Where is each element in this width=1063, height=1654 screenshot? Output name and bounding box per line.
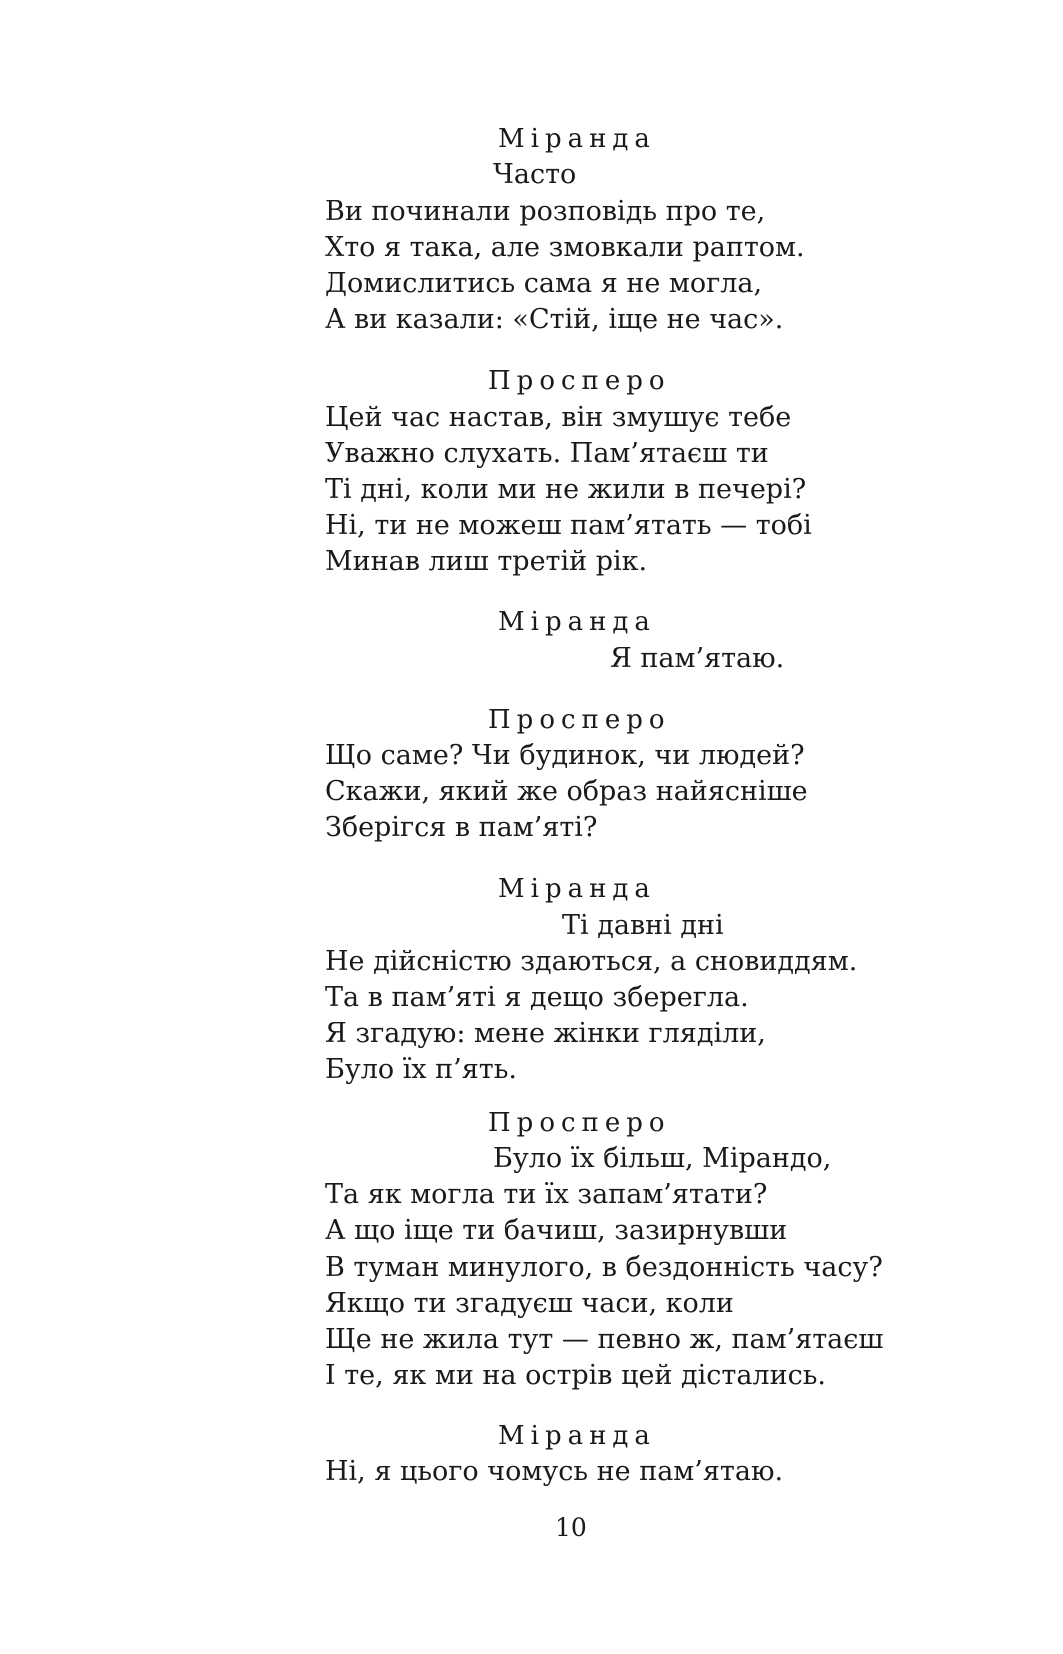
verse-line: Було їх більш, Мірандо,	[493, 1143, 832, 1174]
verse-line: Домислитись сама я не могла,	[325, 268, 763, 299]
verse-line: Скажи, який же образ найясніше	[325, 776, 808, 807]
verse-line: Хто я така, але змовкали раптом.	[325, 232, 805, 263]
speaker-name: Просперо	[488, 366, 671, 396]
verse-line: Ви починали розповідь про те,	[325, 196, 766, 227]
verse-line: А ви казали: «Стій, іще не час».	[325, 304, 784, 335]
speaker-name: Міранда	[498, 874, 656, 904]
verse-line: Уважно слухать. Пам’ятаєш ти	[325, 438, 769, 469]
verse-line: Я згадую: мене жінки гляділи,	[325, 1018, 766, 1049]
verse-line: А що іще ти бачиш, зазирнувши	[325, 1215, 788, 1246]
verse-line: Ще не жила тут — певно ж, пам’ятаєш	[325, 1324, 884, 1355]
verse-line: Було їх п’ять.	[325, 1054, 517, 1085]
verse-line: Та в пам’яті я дещо зберегла.	[325, 982, 749, 1013]
verse-line: Що саме? Чи будинок, чи людей?	[325, 740, 805, 771]
speaker-name: Просперо	[488, 705, 671, 735]
verse-line: Ні, я цього чомусь не пам’ятаю.	[325, 1456, 784, 1487]
verse-line: Минав лиш третій рік.	[325, 546, 648, 577]
verse-line: Якщо ти згадуєш часи, коли	[325, 1288, 734, 1319]
verse-line: Ті давні дні	[562, 910, 724, 941]
verse-line: Я пам’ятаю.	[610, 643, 785, 674]
verse-line: Цей час настав, він змушує тебе	[325, 402, 792, 433]
verse-line: Часто	[493, 159, 577, 190]
verse-line: Не дійсністю здаються, а сновиддям.	[325, 946, 858, 977]
speaker-name: Міранда	[498, 1421, 656, 1451]
speaker-name: Міранда	[498, 607, 656, 637]
speaker-name: Міранда	[498, 124, 656, 154]
speaker-name: Просперо	[488, 1108, 671, 1138]
page-number: 10	[555, 1513, 587, 1542]
verse-line: Та як могла ти їх запам’ятати?	[325, 1179, 768, 1210]
verse-line: І те, як ми на острів цей дістались.	[325, 1360, 826, 1391]
verse-line: Ті дні, коли ми не жили в печері?	[325, 474, 807, 505]
verse-line: Ні, ти не можеш пам’ятать — тобі	[325, 510, 812, 541]
verse-line: В туман минулого, в бездонність часу?	[325, 1252, 883, 1283]
verse-line: Зберігся в пам’яті?	[325, 812, 598, 843]
